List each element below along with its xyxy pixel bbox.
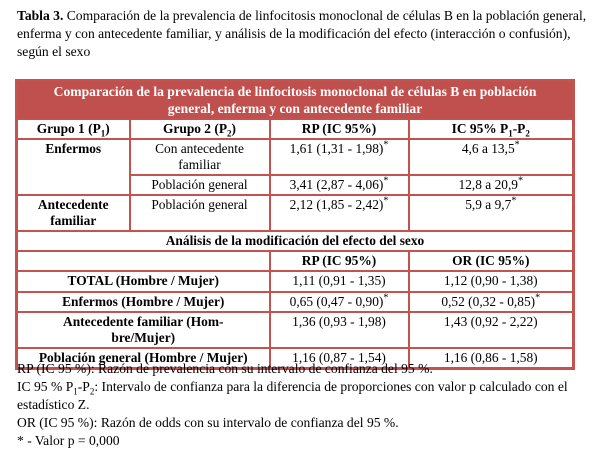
footnote-ic: IC 95 % $P_1-P_2$: Intervalo de confianza para la diferencia de proporciones con valor p calculado con el estadístico Z. xyxy=(17,379,568,412)
footnote-or: OR (IC 95 %): Razón de odds con su intervalo de confianza del 95 %. xyxy=(17,415,399,430)
footnotes xyxy=(17,360,589,450)
caption-label: Tabla 3. xyxy=(17,8,64,23)
col-header-grupo2: Grupo 2 $(P_2)$ xyxy=(130,119,270,139)
cell-label: TOTAL (Hombre / Mujer) xyxy=(17,271,270,292)
cell-rp: 3,41 (2,87 - 4,06)* xyxy=(270,175,409,195)
col-header-grupo1: Grupo 1 $(P_1)$ xyxy=(17,119,130,139)
cell-rp: 1,16 (0,87 - 1,54) xyxy=(270,348,409,369)
empty-cell xyxy=(17,251,270,271)
column-header-row xyxy=(17,119,574,139)
table-title-row xyxy=(17,81,574,120)
cell-grupo1: Antecedente familiar xyxy=(17,195,130,231)
significance-star: * xyxy=(535,292,541,304)
table-title-line2: general, enferma y con antecedente familiar xyxy=(167,101,423,116)
table-caption xyxy=(17,7,587,61)
cell-grupo1: Enfermos xyxy=(17,139,130,195)
significance-star: * xyxy=(518,175,524,187)
table-row xyxy=(17,139,574,175)
col-header-rp: RP (IC 95%) xyxy=(270,119,409,139)
cell-label: Enfermos (Hombre / Mujer) xyxy=(17,292,270,312)
col-header-or: OR (IC 95%) xyxy=(409,251,574,271)
cell-grupo2: Con antecedente familiar xyxy=(130,139,270,175)
significance-star: * xyxy=(383,292,389,304)
cell-or: 1,12 (0,90 - 1,38) xyxy=(409,271,574,292)
section-title-row xyxy=(17,231,574,251)
table-title-line1: Comparación de la prevalencia de linfocitosis monoclonal de células B en población xyxy=(53,84,537,99)
significance-star: * xyxy=(514,139,520,151)
significance-star: * xyxy=(383,195,389,207)
caption-text: Comparación de la prevalencia de linfocitosis monoclonal de células B en la población general, enferma y con antecedente familiar, y análisis de la modificación del efecto (interacción o confusión), según el sexo xyxy=(17,8,587,59)
cell-rp: 1,11 (0,91 - 1,35) xyxy=(270,271,409,292)
results-table xyxy=(15,79,575,370)
cell-grupo2: Población general xyxy=(130,195,270,231)
significance-star: * xyxy=(383,139,389,151)
footnote-rp: RP (IC 95 %): Razón de prevalencia con su intervalo de confianza del 95 %. xyxy=(17,361,433,376)
cell-or: 1,43 (0,92 - 2,22) xyxy=(409,312,574,348)
significance-star: * xyxy=(383,175,389,187)
col-header-rp2: RP (IC 95%) xyxy=(270,251,409,271)
cell-rp: 1,61 (1,31 - 1,98)* xyxy=(270,139,409,175)
table-row xyxy=(17,292,574,312)
table-title xyxy=(17,81,574,120)
table-row xyxy=(17,271,574,292)
cell-or: 0,52 (0,32 - 0,85)* xyxy=(409,292,574,312)
cell-ic: 5,9 a 9,7* xyxy=(409,195,574,231)
cell-rp: 1,36 (0,93 - 1,98) xyxy=(270,312,409,348)
significance-star: * xyxy=(511,195,517,207)
footnote-star: * - Valor p = 0,000 xyxy=(17,433,120,448)
cell-ic: 12,8 a 20,9* xyxy=(409,175,574,195)
cell-label: Población general (Hombre / Mujer) xyxy=(17,348,270,369)
cell-label: Antecedente familiar (Hom- bre/Mujer) xyxy=(17,312,270,348)
section2-title: Análisis de la modificación del efecto del sexo xyxy=(17,231,574,251)
cell-rp: 0,65 (0,47 - 0,90)* xyxy=(270,292,409,312)
col-header-ic: IC 95% $P_1-P_2$ xyxy=(409,119,574,139)
table-row xyxy=(17,312,574,348)
cell-ic: 4,6 a 13,5* xyxy=(409,139,574,175)
cell-rp: 2,12 (1,85 - 2,42)* xyxy=(270,195,409,231)
section2-header-row xyxy=(17,251,574,271)
table-row xyxy=(17,195,574,231)
cell-or: 1,16 (0,86 - 1,58) xyxy=(409,348,574,369)
cell-grupo2: Población general xyxy=(130,175,270,195)
